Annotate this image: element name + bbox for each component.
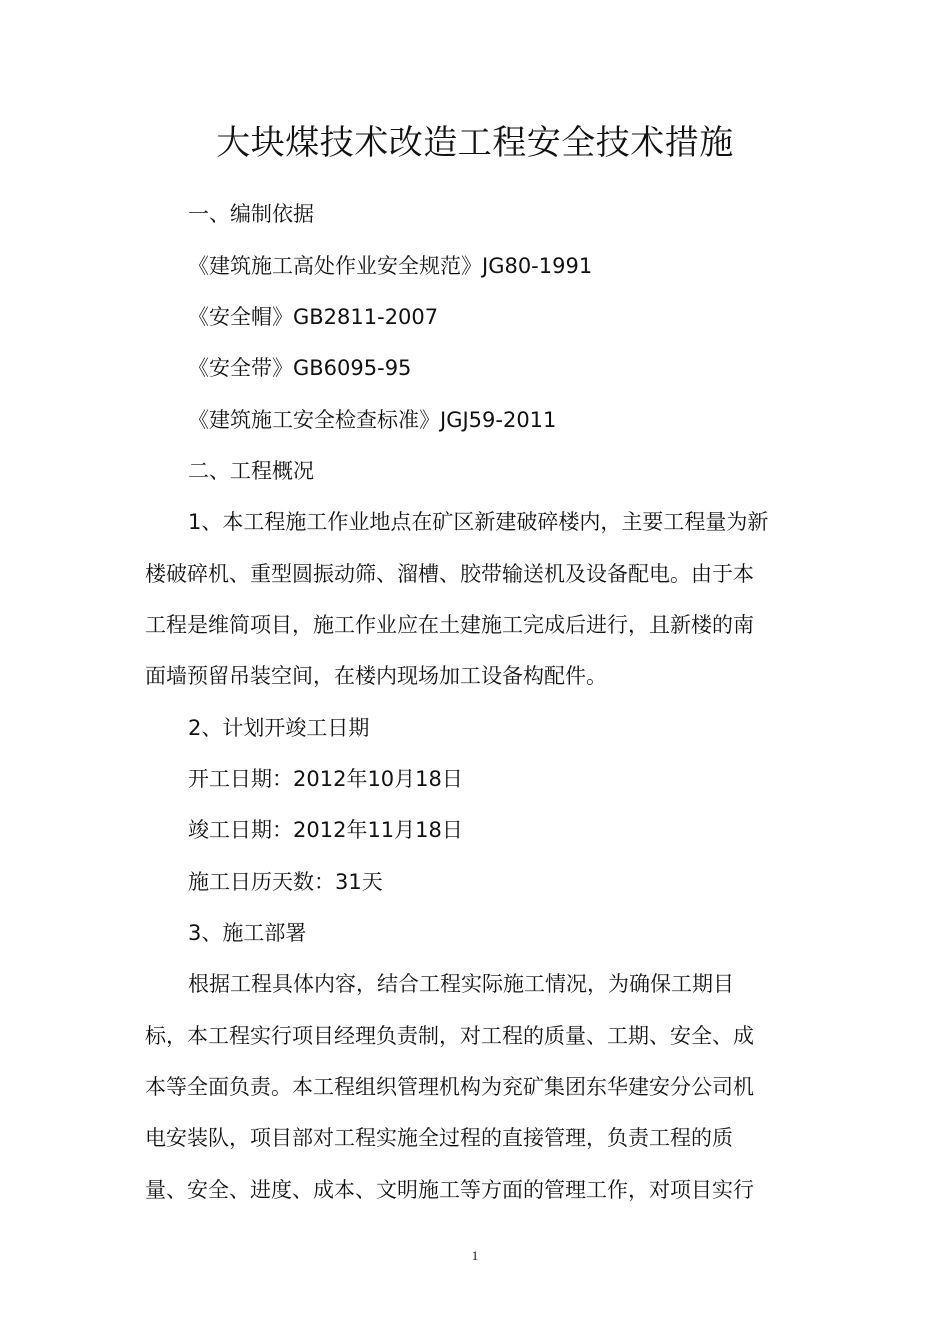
page-number: 1 bbox=[471, 1248, 479, 1263]
paragraph-line: 1、本工程施工作业地点在矿区新建破碎楼内，主要工程量为新 bbox=[188, 510, 769, 534]
subsection-heading-dates: 2、计划开竣工日期 bbox=[188, 716, 370, 740]
reference-item: 《安全带》GB6095-95 bbox=[188, 356, 412, 380]
reference-item: 《安全帽》GB2811-2007 bbox=[188, 305, 439, 329]
section-heading-basis: 一、编制依据 bbox=[188, 202, 314, 226]
reference-item: 《建筑施工安全检查标准》JGJ59-2011 bbox=[188, 408, 557, 432]
subsection-heading-deploy: 3、施工部署 bbox=[188, 921, 307, 945]
paragraph-line: 本等全面负责。本工程组织管理机构为兖矿集团东华建安分公司机 bbox=[145, 1075, 754, 1099]
paragraph-line: 根据工程具体内容，结合工程实际施工情况，为确保工期目 bbox=[188, 972, 734, 996]
paragraph-line: 工程是维简项目，施工作业应在土建施工完成后进行，且新楼的南 bbox=[145, 613, 754, 637]
start-date: 开工日期：2012年10月18日 bbox=[188, 767, 463, 791]
reference-item: 《建筑施工高处作业安全规范》JG80-1991 bbox=[188, 254, 593, 278]
completion-date: 竣工日期：2012年11月18日 bbox=[188, 818, 463, 842]
paragraph-line: 电安装队，项目部对工程实施全过程的直接管理，负责工程的质 bbox=[145, 1126, 733, 1150]
paragraph-line: 面墙预留吊装空间，在楼内现场加工设备构配件。 bbox=[145, 664, 607, 688]
paragraph-line: 量、安全、进度、成本、文明施工等方面的管理工作，对项目实行 bbox=[145, 1178, 754, 1202]
paragraph-line: 标，本工程实行项目经理负责制，对工程的质量、工期、安全、成 bbox=[145, 1024, 754, 1048]
document-title: 大块煤技术改造工程安全技术措施 bbox=[216, 123, 734, 163]
section-heading-overview: 二、工程概况 bbox=[188, 459, 314, 483]
calendar-days: 施工日历天数：31天 bbox=[188, 870, 383, 894]
paragraph-line: 楼破碎机、重型圆振动筛、溜槽、胶带输送机及设备配电。由于本 bbox=[145, 562, 754, 586]
